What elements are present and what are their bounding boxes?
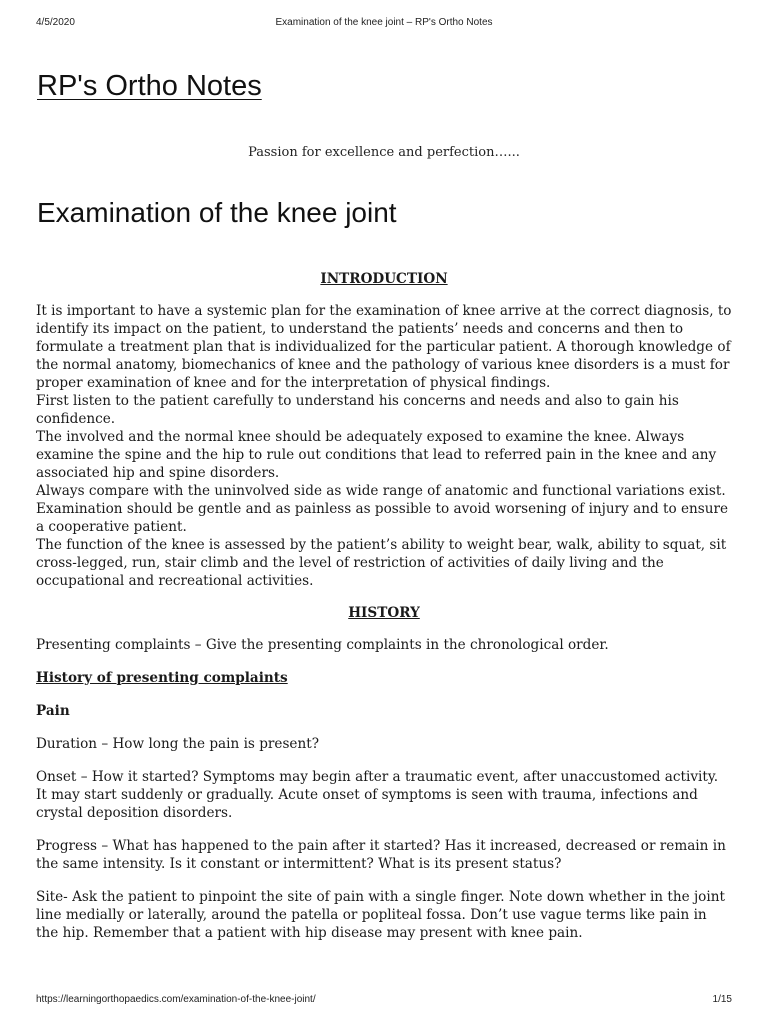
pain-onset: Onset – How it started? Symptoms may begin after a traumatic event, after unaccustomed activity. It may start suddenly or gradually. Acute onset of symptoms is seen with trauma, infections and crystal deposition disorders.: [36, 769, 719, 821]
pain-heading: Pain: [36, 703, 70, 719]
pain-progress: Progress – What has happened to the pain after it started? Has it increased, decreased or remain in the same intensity. Is it constant or intermittent? What is its present status?: [36, 838, 726, 872]
history-heading: HISTORY: [348, 605, 420, 621]
article-content: [36, 270, 732, 942]
print-header: [36, 17, 732, 31]
pain-site: Site- Ask the patient to pinpoint the site of pain with a single finger. Note down whether in the joint line medially or laterally, around the patella or popliteal fossa. Don’t use vague terms like pain in the hip. Remember that a patient with hip disease may present with knee pain.: [36, 889, 725, 941]
site-tagline: Passion for excellence and perfection…...: [248, 145, 520, 160]
intro-paragraph: Examination should be gentle and as painless as possible to avoid worsening of injury and to ensure a cooperative patient.: [36, 501, 729, 535]
hpc-heading: History of presenting complaints: [36, 670, 288, 686]
intro-paragraph: First listen to the patient carefully to understand his concerns and needs and also to gain his confidence.: [36, 393, 679, 427]
site-title-link[interactable]: RP's Ortho Notes: [37, 70, 262, 102]
intro-paragraph: Always compare with the uninvolved side as wide range of anatomic and functional variations exist.: [36, 483, 726, 499]
page-number: 1/15: [712, 994, 732, 1005]
print-date: 4/5/2020: [36, 17, 75, 28]
intro-paragraph: The involved and the normal knee should be adequately exposed to examine the knee. Always examine the spine and the hip to rule out conditions that lead to referred pain in the knee and any associated hip and spine disorders.: [36, 429, 717, 481]
presenting-complaints: Presenting complaints – Give the presenting complaints in the chronological order.: [36, 637, 609, 653]
article-title: Examination of the knee joint: [37, 197, 397, 228]
intro-paragraph: It is important to have a systemic plan for the examination of knee arrive at the correct diagnosis, to identify its impact on the patient, to understand the patients’ needs and concerns and then to formulate a treatment plan that is individualized for the particular patient. A thorough knowledge of the normal anatomy, biomechanics of knee and the pathology of various knee disorders is a must for proper examination of knee and for the interpretation of physical findings.: [36, 303, 732, 391]
introduction-body: [36, 302, 732, 590]
intro-paragraph: The function of the knee is assessed by the patient’s ability to weight bear, walk, ability to squat, sit cross-legged, run, stair climb and the level of restriction of activities of daily living and the occupational and recreational activities.: [36, 537, 727, 589]
print-url: https://learningorthopaedics.com/examination-of-the-knee-joint/: [36, 994, 316, 1005]
print-page-title: Examination of the knee joint – RP's Ortho Notes: [275, 17, 493, 28]
print-footer: [36, 994, 732, 1008]
pain-duration: Duration – How long the pain is present?: [36, 736, 319, 752]
introduction-heading: INTRODUCTION: [320, 271, 448, 287]
